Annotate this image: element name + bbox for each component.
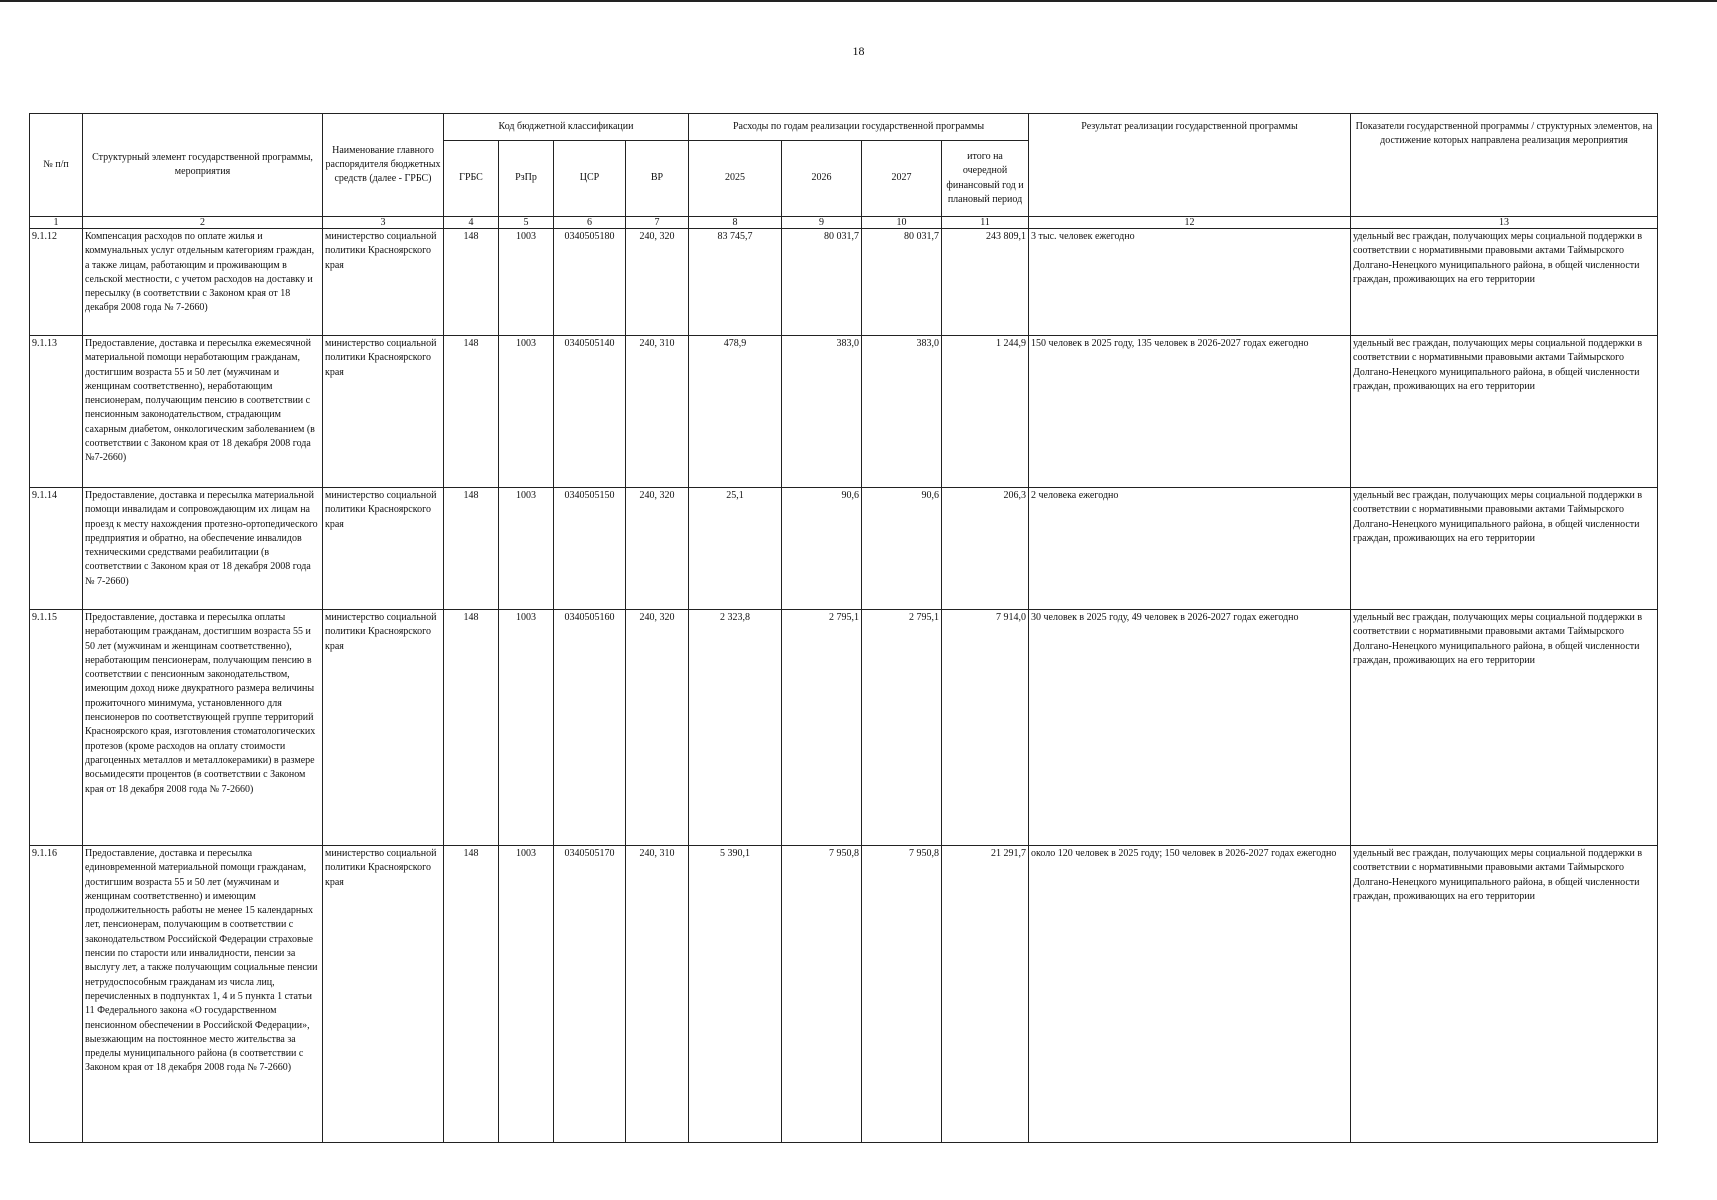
header-expenses: Расходы по годам реализации государственной программы <box>689 114 1029 141</box>
row-vr: 240, 310 <box>626 846 689 1143</box>
row-2027: 383,0 <box>862 336 942 488</box>
row-element: Предоставление, доставка и пересылка оплаты неработающим гражданам, достигшим возраста 55 и 50 лет (мужчинам и женщинам соответственно), неработающим пенсионерам, получающим пенсию в соответствии с пенсионным законодательством, имеющим доход ниже двукратного размера величины прожиточного минимума, установленного для пенсионеров по соответствующей группе территорий Красноярского края, изготовления стоматологических протезов (кроме расходов на оплату стоимости драгоценных металлов и металлокерамики) в размере восьмидесяти процентов (в соответствии с Законом края от 18 декабря 2008 года № 7-2660) <box>83 610 323 846</box>
column-number: 9 <box>782 217 862 229</box>
header-vr: ВР <box>626 141 689 217</box>
row-result: 30 человек в 2025 году, 49 человек в 2026-2027 годах ежегодно <box>1029 610 1351 846</box>
row-result: около 120 человек в 2025 году; 150 человек в 2026-2027 годах ежегодно <box>1029 846 1351 1143</box>
header-budget-code: Код бюджетной классификации <box>444 114 689 141</box>
page-number: 18 <box>852 44 865 58</box>
row-indicator: удельный вес граждан, получающих меры социальной поддержки в соответствии с нормативными правовыми актами Таймырского Долгано-Ненецкого муниципального района, в общей численности граждан, проживающих на его территории <box>1351 336 1658 488</box>
row-2026: 90,6 <box>782 488 862 610</box>
row-grbs-name: министерство социальной политики Красноярского края <box>323 846 444 1143</box>
row-2027: 2 795,1 <box>862 610 942 846</box>
column-number: 13 <box>1351 217 1658 229</box>
row-vr: 240, 310 <box>626 336 689 488</box>
row-grbs: 148 <box>444 610 499 846</box>
row-csr: 0340505140 <box>554 336 626 488</box>
header-rzpr: РзПр <box>499 141 554 217</box>
header-csr: ЦСР <box>554 141 626 217</box>
row-grbs-name: министерство социальной политики Красноярского края <box>323 610 444 846</box>
row-result: 150 человек в 2025 году, 135 человек в 2026-2027 годах ежегодно <box>1029 336 1351 488</box>
row-grbs: 148 <box>444 488 499 610</box>
row-2027: 7 950,8 <box>862 846 942 1143</box>
page-top-edge <box>0 0 1717 2</box>
table-row <box>30 488 1658 610</box>
row-grbs: 148 <box>444 229 499 336</box>
row-total: 7 914,0 <box>942 610 1029 846</box>
row-rzpr: 1003 <box>499 336 554 488</box>
row-2026: 7 950,8 <box>782 846 862 1143</box>
row-element: Предоставление, доставка и пересылка материальной помощи инвалидам и сопровождающим их лицам на проезд к месту нахождения протезно-ортопедического предприятия и обратно, на обеспечение инвалидов техническими средствами реабилитации (в соответствии с Законом края от 18 декабря 2008 года № 7-2660) <box>83 488 323 610</box>
row-2025: 478,9 <box>689 336 782 488</box>
row-csr: 0340505180 <box>554 229 626 336</box>
header-year-2027: 2027 <box>862 141 942 217</box>
row-grbs-name: министерство социальной политики Красноярского края <box>323 488 444 610</box>
row-indicator: удельный вес граждан, получающих меры социальной поддержки в соответствии с нормативными правовыми актами Таймырского Долгано-Ненецкого муниципального района, в общей численности граждан, проживающих на его территории <box>1351 610 1658 846</box>
column-number: 7 <box>626 217 689 229</box>
row-number: 9.1.13 <box>30 336 83 488</box>
row-rzpr: 1003 <box>499 610 554 846</box>
table-row <box>30 610 1658 846</box>
row-grbs-name: министерство социальной политики Красноярского края <box>323 229 444 336</box>
row-2025: 25,1 <box>689 488 782 610</box>
header-no: № п/п <box>30 114 83 217</box>
row-vr: 240, 320 <box>626 229 689 336</box>
row-indicator: удельный вес граждан, получающих меры социальной поддержки в соответствии с нормативными правовыми актами Таймырского Долгано-Ненецкого муниципального района, в общей численности граждан, проживающих на его территории <box>1351 229 1658 336</box>
row-element: Предоставление, доставка и пересылка ежемесячной материальной помощи неработающим гражданам, достигшим возраста 55 и 50 лет (мужчинам и женщинам соответственно), неработающим пенсионерам, получающим пенсию в соответствии с пенсионным законодательством, страдающим сахарным диабетом, онкологическим заболеванием (в соответствии с Законом края от 18 декабря 2008 года №7-2660) <box>83 336 323 488</box>
column-number: 10 <box>862 217 942 229</box>
column-number: 8 <box>689 217 782 229</box>
row-number: 9.1.12 <box>30 229 83 336</box>
column-number: 4 <box>444 217 499 229</box>
header-total: итого на очередной финансовый год и плановый период <box>942 141 1029 217</box>
row-number: 9.1.16 <box>30 846 83 1143</box>
table-row <box>30 846 1658 1143</box>
row-rzpr: 1003 <box>499 229 554 336</box>
row-element: Компенсация расходов по оплате жилья и коммунальных услуг отдельным категориям граждан, а также лицам, работающим и проживающим в сельской местности, с учетом расходов на доставку и пересылку (в соответствии с Законом края от 18 декабря 2008 года № 7-2660) <box>83 229 323 336</box>
row-total: 206,3 <box>942 488 1029 610</box>
table-row <box>30 229 1658 336</box>
row-total: 1 244,9 <box>942 336 1029 488</box>
row-element: Предоставление, доставка и пересылка единовременной материальной помощи гражданам, достигшим возраста 55 и 50 лет (мужчинам и женщинам соответственно) и имеющим продолжительность работы не менее 15 календарных лет, пенсионерам, получающим в соответствии с законодательством Российской Федерации страховые пенсии по старости или инвалидности, пенсии за выслугу лет, а также получающим социальные пенсии нетрудоспособным гражданам из числа лиц, перечисленных в подпунктах 1, 4 и 5 пункта 1 статьи 11 Федерального закона «О государственном пенсионном обеспечении в Российской Федерации», выезжающим на постоянное место жительства за пределы муниципального района (в соответствии с Законом края от 18 декабря 2008 года № 7-2660) <box>83 846 323 1143</box>
column-number: 5 <box>499 217 554 229</box>
row-total: 243 809,1 <box>942 229 1029 336</box>
row-number: 9.1.15 <box>30 610 83 846</box>
budget-table <box>29 113 1658 1143</box>
row-rzpr: 1003 <box>499 846 554 1143</box>
row-2025: 5 390,1 <box>689 846 782 1143</box>
column-number: 11 <box>942 217 1029 229</box>
header-structural-element: Структурный элемент государственной программы, мероприятия <box>83 114 323 217</box>
row-number: 9.1.14 <box>30 488 83 610</box>
column-number: 6 <box>554 217 626 229</box>
row-result: 2 человека ежегодно <box>1029 488 1351 610</box>
row-grbs: 148 <box>444 846 499 1143</box>
row-2027: 80 031,7 <box>862 229 942 336</box>
column-number: 2 <box>83 217 323 229</box>
row-2027: 90,6 <box>862 488 942 610</box>
column-number: 1 <box>30 217 83 229</box>
header-year-2026: 2026 <box>782 141 862 217</box>
row-csr: 0340505170 <box>554 846 626 1143</box>
column-number: 3 <box>323 217 444 229</box>
header-grbs: ГРБС <box>444 141 499 217</box>
header-grbs-name: Наименование главного распорядителя бюджетных средств (далее - ГРБС) <box>323 114 444 217</box>
column-number-row <box>30 217 1658 229</box>
row-2026: 2 795,1 <box>782 610 862 846</box>
row-2025: 2 323,8 <box>689 610 782 846</box>
row-rzpr: 1003 <box>499 488 554 610</box>
row-total: 21 291,7 <box>942 846 1029 1143</box>
row-grbs-name: министерство социальной политики Красноярского края <box>323 336 444 488</box>
row-indicator: удельный вес граждан, получающих меры социальной поддержки в соответствии с нормативными правовыми актами Таймырского Долгано-Ненецкого муниципального района, в общей численности граждан, проживающих на его территории <box>1351 846 1658 1143</box>
row-vr: 240, 320 <box>626 610 689 846</box>
table-row <box>30 336 1658 488</box>
row-2026: 80 031,7 <box>782 229 862 336</box>
row-csr: 0340505160 <box>554 610 626 846</box>
row-csr: 0340505150 <box>554 488 626 610</box>
header-result: Результат реализации государственной программы <box>1029 114 1351 217</box>
row-2025: 83 745,7 <box>689 229 782 336</box>
row-indicator: удельный вес граждан, получающих меры социальной поддержки в соответствии с нормативными правовыми актами Таймырского Долгано-Ненецкого муниципального района, в общей численности граждан, проживающих на его территории <box>1351 488 1658 610</box>
header-indicators: Показатели государственной программы / структурных элементов, на достижение которых направлена реализация мероприятия <box>1351 114 1658 217</box>
row-vr: 240, 320 <box>626 488 689 610</box>
row-result: 3 тыс. человек ежегодно <box>1029 229 1351 336</box>
header-year-2025: 2025 <box>689 141 782 217</box>
row-grbs: 148 <box>444 336 499 488</box>
column-number: 12 <box>1029 217 1351 229</box>
row-2026: 383,0 <box>782 336 862 488</box>
